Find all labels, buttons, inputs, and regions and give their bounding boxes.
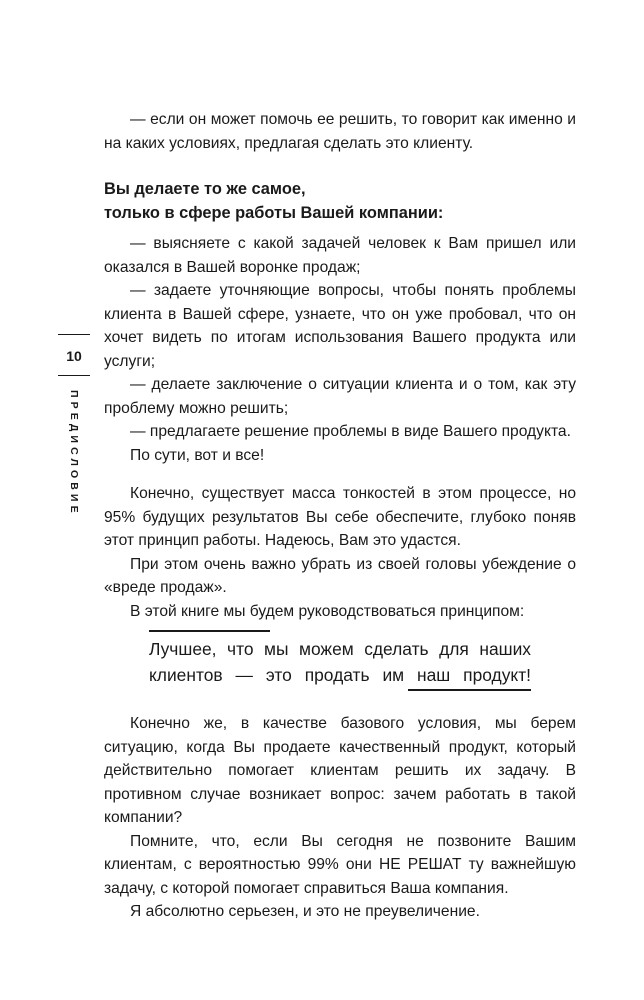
heading-line-1: Вы делаете то же самое, [104, 180, 306, 198]
list-item: — предлагаете решение проблемы в виде Вашего продукта. [130, 423, 571, 440]
section-heading [104, 178, 576, 225]
middle-paragraph-block [104, 482, 576, 623]
heading-line-2: только в сфере работы Вашей компании: [104, 203, 444, 222]
quote-line-1: Лучшее, что мы можем сделать для наших [149, 639, 531, 659]
paragraph: Конечно же, в качестве базового условия, мы берем ситуацию, когда Вы продаете качественный продукт, который действительно помогает клиентам решить их задачу. В противном случае возникает вопрос: зачем работать в такой компании? [104, 715, 576, 826]
top-paragraph-block [104, 108, 576, 155]
quote-top-rule [149, 630, 270, 632]
list-item: — делаете заключение о ситуации клиента и о том, как эту проблему можно решить; [104, 376, 576, 417]
quote-line-2: клиентов — это продать им наш продукт! [149, 665, 531, 685]
page-number: 10 [66, 348, 82, 364]
action-list-block [104, 232, 576, 467]
pull-quote [149, 636, 531, 688]
paragraph: Я абсолютно серьезен, и это не преувеличение. [130, 903, 480, 920]
list-item: — выясняете с какой задачей человек к Вам пришел или оказался в Вашей воронке продаж; [104, 235, 576, 276]
paragraph: Помните, что, если Вы сегодня не позвоните Вашим клиентам, с вероятностью 99% они НЕ РЕШАТ ту важнейшую задачу, с которой помогает справиться Ваша компания. [104, 832, 576, 897]
paragraph: Конечно, существует масса тонкостей в этом процессе, но 95% будущих результатов Вы себе обеспечите, глубоко поняв этот принцип работы. Надеюсь, Вам это удастся. [104, 485, 576, 549]
summary-line: По сути, вот и все! [130, 446, 265, 464]
paragraph: В этой книге мы будем руководствоваться принципом: [130, 602, 525, 620]
paragraph: При этом очень важно убрать из своей головы убеждение о «вреде продаж». [104, 555, 576, 596]
page-number-bottom-rule [58, 375, 90, 376]
bottom-paragraph-block [104, 712, 576, 924]
page-number-top-rule [58, 334, 90, 335]
quote-bottom-rule [408, 689, 531, 691]
section-title-vertical: ПРЕДИСЛОВИЕ [68, 390, 80, 517]
paragraph: — если он может помочь ее решить, то говорит как именно и на каких условиях, предлагая сделать это клиенту. [104, 111, 576, 152]
list-item: — задаете уточняющие вопросы, чтобы понять проблемы клиента в Вашей сфере, узнаете, что он уже пробовал, что он хочет видеть по итогам использования Вашего продукта или услуги; [104, 282, 576, 370]
